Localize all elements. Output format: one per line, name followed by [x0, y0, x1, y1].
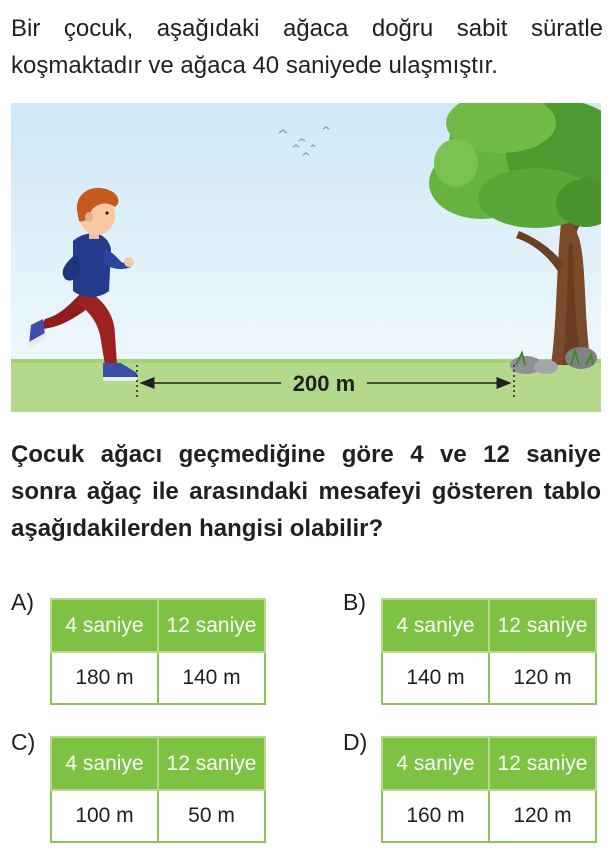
option-b-letter: B) [343, 589, 366, 615]
table-header-row [51, 737, 265, 790]
header-12-saniye: 12 saniye [158, 599, 265, 652]
option-b-table [381, 598, 597, 705]
table-header-row [51, 599, 265, 652]
table-row [382, 652, 596, 704]
value-4-saniye: 160 m [382, 790, 489, 842]
table-header-row [382, 599, 596, 652]
scene-illustration [11, 103, 601, 412]
option-a-letter: A) [11, 589, 34, 615]
value-4-saniye: 140 m [382, 652, 489, 704]
option-c-letter: C) [11, 729, 36, 755]
distance-label: 200 m [292, 371, 356, 396]
option-a-table [50, 598, 266, 705]
table-row [382, 790, 596, 842]
header-4-saniye: 4 saniye [51, 737, 158, 790]
table-row [51, 790, 265, 842]
table-header-row [382, 737, 596, 790]
option-d-letter: D) [343, 729, 368, 755]
header-12-saniye: 12 saniye [158, 737, 265, 790]
header-12-saniye: 12 saniye [489, 737, 596, 790]
option-d-table [381, 736, 597, 843]
value-12-saniye: 50 m [158, 790, 265, 842]
intro-text: Bir çocuk, aşağıdaki ağaca doğru sabit süratle koşmaktadır ve ağaca 40 saniyede ulaşmıştır. [11, 15, 603, 79]
value-4-saniye: 100 m [51, 790, 158, 842]
value-12-saniye: 120 m [489, 790, 596, 842]
header-4-saniye: 4 saniye [382, 737, 489, 790]
value-12-saniye: 120 m [489, 652, 596, 704]
header-4-saniye: 4 saniye [382, 599, 489, 652]
header-12-saniye: 12 saniye [489, 599, 596, 652]
header-4-saniye: 4 saniye [51, 599, 158, 652]
value-4-saniye: 180 m [51, 652, 158, 704]
option-c-table [50, 736, 266, 843]
question-text: Çocuk ağacı geçmediğine göre 4 ve 12 saniye sonra ağaç ile arasındaki mesafeyi gösteren tablo aşağıdakilerden hangisi olabilir? [11, 441, 601, 542]
table-row [51, 652, 265, 704]
value-12-saniye: 140 m [158, 652, 265, 704]
